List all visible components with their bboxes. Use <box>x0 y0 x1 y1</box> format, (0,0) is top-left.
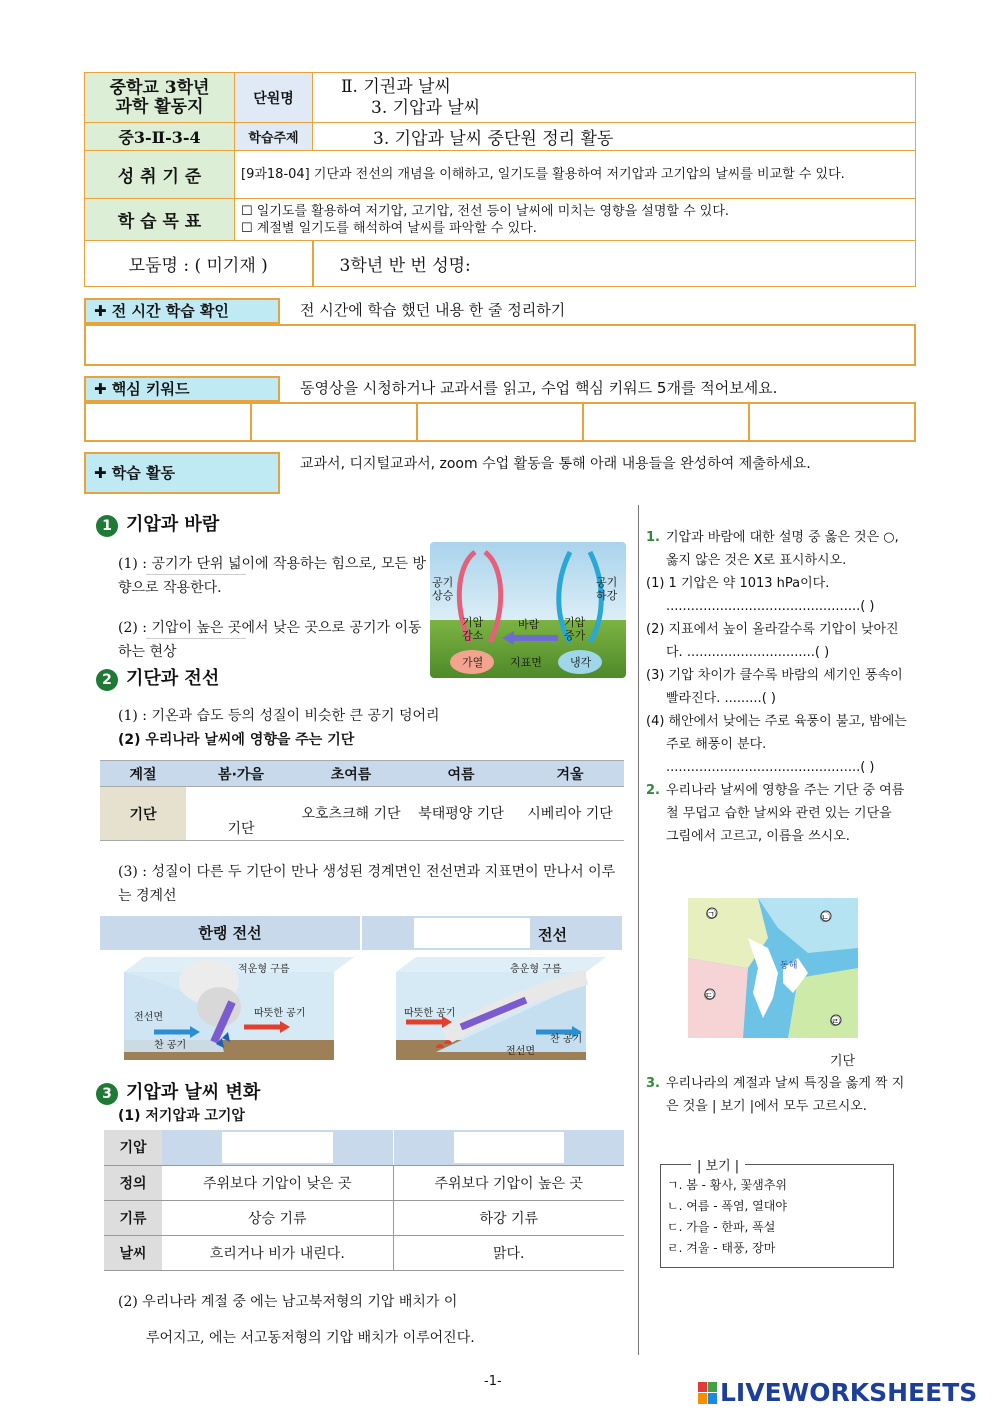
airmass-cell-summer: 북태평양 기단 <box>406 787 516 841</box>
pressure-row-label-2: 기류 <box>104 1200 162 1235</box>
diagram-low: 기압 감소 <box>462 616 484 642</box>
sec3-item2-line2: 루어지고, 에는 서고동저형의 기압 배치가 이루어진다. <box>146 1330 475 1346</box>
keyword-text: 동영상을 시청하거나 교과서를 읽고, 수업 핵심 키워드 5개를 적어보세요. <box>300 379 778 397</box>
q3-number: 3. <box>646 1076 660 1091</box>
diagram-sink: 공기 하강 <box>596 576 618 602</box>
warm-front-label: 전선 <box>538 926 567 944</box>
pressure-low-definition: 주위보다 기압이 낮은 곳 <box>162 1165 393 1200</box>
sec2-item1: (1) : 기온과 습도 등의 성질이 비슷한 큰 공기 덩어리 <box>118 708 440 724</box>
topic-label: 학습주제 <box>235 123 313 151</box>
pressure-low-weather: 흐리거나 비가 내린다. <box>162 1235 393 1270</box>
page-number: -1- <box>484 1374 502 1389</box>
keyword-box-4[interactable] <box>584 404 750 440</box>
keyword-box-2[interactable] <box>252 404 418 440</box>
q3-text: 우리나라의 계절과 날씨 특징을 옳게 짝 지은 것을 | 보기 |에서 모두 고르시오. <box>666 1076 905 1114</box>
sec1-item1: (1) : 공기가 단위 넓이에 작용하는 힘으로, 모든 방향으로 작용한다. <box>118 556 427 596</box>
example-box-title: | 보기 | <box>691 1155 745 1174</box>
warm-front-header <box>362 916 622 950</box>
q1-answer-d[interactable]: ...............................................( ) <box>666 760 875 775</box>
pressure-low-blank[interactable] <box>222 1132 333 1163</box>
diagram-ground: 지표면 <box>510 656 542 669</box>
sec2-title <box>96 664 219 691</box>
sec3-title-text: 기압과 날씨 변화 <box>126 1082 261 1103</box>
prev-answer-box[interactable] <box>84 324 916 366</box>
keyword-box-1[interactable] <box>86 404 252 440</box>
q1-text: 기압과 바람에 대한 설명 중 옳은 것은 ○, 옳지 않은 것은 X로 표시하시오. <box>666 530 899 568</box>
warm-cold-air-label: 찬 공기 <box>550 1034 583 1045</box>
airmass-cell-winter: 시베리아 기단 <box>516 787 624 841</box>
example-item-1: ㄱ. 봄 - 황사, 꽃샘추위 <box>667 1178 787 1192</box>
group-name[interactable]: 모둠명 : ( 미기재 ) <box>85 241 313 287</box>
goal-2: ☐ 계절별 일기도를 해석하여 날씨를 파악할 수 있다. <box>241 220 537 236</box>
sec3-item2-line1: (2) 우리나라 계절 중 에는 남고북저형의 기압 배치가 이 <box>118 1294 458 1310</box>
map-label-2: ㉡ <box>820 913 830 924</box>
warm-surface-label: 전선면 <box>506 1046 535 1057</box>
airmass-header-early-summer: 초여름 <box>296 761 406 787</box>
cold-warm-air-label: 따뜻한 공기 <box>254 1008 306 1019</box>
column-divider <box>638 505 639 1355</box>
airmass-header-winter: 겨울 <box>516 761 624 787</box>
sec3-blank-season2[interactable] <box>212 1327 316 1349</box>
goal-1: ☐ 일기도를 활용하여 저기압, 고기압, 전선 등이 날씨에 미치는 영향을 설명할 수 있다. <box>241 203 730 219</box>
pressure-high-definition: 주위보다 기압이 높은 곳 <box>393 1165 624 1200</box>
airmass-table <box>100 760 624 841</box>
keyword-box-3[interactable] <box>418 404 584 440</box>
q2-number: 2. <box>646 783 660 798</box>
keyword-boxes <box>84 402 916 442</box>
goal-cell <box>235 199 916 241</box>
map-label-4: ㉣ <box>830 1017 840 1028</box>
unit-name <box>313 73 916 123</box>
student-info[interactable]: 3학년 반 번 성명: <box>313 241 916 287</box>
pressure-high-blank[interactable] <box>454 1132 565 1163</box>
sec1-blank2[interactable] <box>146 617 246 639</box>
pressure-low-airflow: 상승 기류 <box>162 1200 393 1235</box>
pressure-table <box>104 1130 624 1271</box>
airmass-row-label: 기단 <box>100 787 186 841</box>
cold-cloud-label: 적운형 구름 <box>238 964 290 975</box>
brand-text: LIVEWORKSHEETS <box>720 1378 978 1407</box>
sec2-number: 2 <box>96 669 118 691</box>
airmass-cell-early-summer: 오호츠크해 기단 <box>296 787 406 841</box>
airmass-header-spring-fall: 봄·가을 <box>186 761 296 787</box>
example-box <box>660 1159 894 1268</box>
pressure-diagram <box>430 542 626 678</box>
sec3-title <box>96 1078 260 1105</box>
question-1 <box>646 526 908 848</box>
question-3 <box>646 1072 908 1118</box>
sec1-title <box>96 510 219 537</box>
q1-item-d: (4) 해안에서 낮에는 주로 육풍이 불고, 밤에는 주로 해풍이 분다. <box>646 714 907 752</box>
example-box-items <box>667 1175 787 1259</box>
warm-cloud-label: 층운형 구름 <box>510 964 562 975</box>
sec3-blank-season1[interactable] <box>270 1291 380 1313</box>
pressure-row-label-0: 기압 <box>104 1130 162 1165</box>
warm-front-diagram <box>366 952 618 1066</box>
q1-item-b[interactable]: (2) 지표에서 높이 올라갈수록 기압이 낮아진다. ...............................( ) <box>646 622 899 660</box>
map-label-1: ㉠ <box>706 910 716 921</box>
q2-answer[interactable]: 기단 <box>830 1054 856 1069</box>
diagram-wind: 바람 <box>518 618 540 631</box>
code-cell: 중3-Ⅱ-3-4 <box>85 123 235 151</box>
sec1-number: 1 <box>96 515 118 537</box>
cold-front-header: 한랭 전선 <box>100 916 360 950</box>
sec1-blank1[interactable] <box>146 553 246 575</box>
q1-item-a: (1) 1 기압은 약 1013 hPa이다. <box>646 576 830 591</box>
school-line2: 과학 활동지 <box>115 96 204 117</box>
diagram-cool: 냉각 <box>570 656 592 669</box>
unit-label: 단원명 <box>235 73 313 123</box>
warm-warm-air-label: 따뜻한 공기 <box>404 1008 456 1019</box>
pressure-row-label-1: 정의 <box>104 1165 162 1200</box>
activity-text: 교과서, 디지털교과서, zoom 수업 활동을 통해 아래 내용들을 완성하여 제출하세요. <box>300 456 811 472</box>
q1-number: 1. <box>646 530 660 545</box>
achievement-label: 성 취 기 준 <box>85 151 235 199</box>
map-center-label: 동해 <box>780 961 798 971</box>
keyword-box-5[interactable] <box>750 404 914 440</box>
cold-front-diagram <box>104 952 356 1066</box>
front-name-blank[interactable] <box>414 918 530 948</box>
q1-item-c[interactable]: (3) 기압 차이가 클수록 바람의 세기인 풍속이 빨라진다. .........( ) <box>646 668 903 706</box>
airmass-header-summer: 여름 <box>406 761 516 787</box>
pressure-row-label-3: 날씨 <box>104 1235 162 1270</box>
sec2-blank1[interactable] <box>146 705 246 727</box>
header-table <box>84 72 916 287</box>
topic: 3. 기압과 날씨 중단원 정리 활동 <box>313 123 916 151</box>
sec2-blank3[interactable] <box>146 861 246 883</box>
pressure-low-cell <box>162 1130 393 1165</box>
prev-label: ✚ 전 시간 학습 확인 <box>84 298 280 324</box>
achievement-text: [9과18-04] 기단과 전선의 개념을 이해하고, 일기도를 활용하여 저기압과 고기압의 날씨를 비교할 수 있다. <box>235 151 916 199</box>
unit-line1: Ⅱ. 기권과 날씨 <box>341 76 451 97</box>
sec2-title-text: 기단과 전선 <box>126 668 220 689</box>
sec1-title-text: 기압과 바람 <box>126 514 220 535</box>
example-item-2: ㄴ. 여름 - 폭염, 열대야 <box>667 1199 787 1213</box>
map-label-3: ㉢ <box>704 991 714 1002</box>
sec1-item2: (2) : 기압이 높은 곳에서 낮은 곳으로 공기가 이동하는 현상 <box>118 620 422 660</box>
airmass-map <box>688 898 858 1038</box>
activity-label: ✚ 학습 활동 <box>84 452 280 494</box>
brand-logo <box>698 1378 977 1407</box>
sec2-item2: (2) 우리나라 날씨에 영향을 주는 기단 <box>118 732 355 748</box>
pressure-high-weather: 맑다. <box>393 1235 624 1270</box>
brand-icon <box>698 1382 716 1404</box>
diagram-heat: 가열 <box>462 656 484 669</box>
example-item-3: ㄷ. 가을 - 한파, 폭설 <box>667 1220 776 1234</box>
diagram-high: 기압 증가 <box>564 616 586 642</box>
school-line1: 중학교 3학년 <box>109 77 210 98</box>
example-item-4: ㄹ. 겨울 - 태풍, 장마 <box>667 1241 776 1255</box>
goal-label: 학 습 목 표 <box>85 199 235 241</box>
sec2-item3: (3) : 성질이 다른 두 기단이 만나 생성된 경계면인 전선면과 지표면이 만나서 이루는 경계선 <box>118 864 616 904</box>
sec3-sub1: (1) 저기압과 고기압 <box>118 1108 245 1124</box>
keyword-label: ✚ 핵심 키워드 <box>84 376 280 402</box>
cold-surface-label: 전선면 <box>134 1012 163 1023</box>
airmass-header-season: 계절 <box>100 761 186 787</box>
pressure-high-cell <box>393 1130 624 1165</box>
prev-text: 전 시간에 학습 했던 내용 한 줄 정리하기 <box>300 301 566 319</box>
school-cell <box>85 73 235 123</box>
q2-text: 우리나라 날씨에 영향을 주는 기단 중 여름철 무덥고 습한 날씨와 관련 있는 기단을 그림에서 고르고, 이름을 쓰시오. <box>666 783 905 844</box>
diagram-rise: 공기 상승 <box>432 576 454 602</box>
airmass-cell-spring-fall[interactable]: 기단 <box>186 787 296 841</box>
cold-cold-air-label: 찬 공기 <box>154 1040 187 1051</box>
q1-answer-a[interactable]: ...............................................( ) <box>666 599 875 614</box>
sec3-number: 3 <box>96 1083 118 1105</box>
pressure-high-airflow: 하강 기류 <box>393 1200 624 1235</box>
unit-line2: 3. 기압과 날씨 <box>371 97 481 118</box>
